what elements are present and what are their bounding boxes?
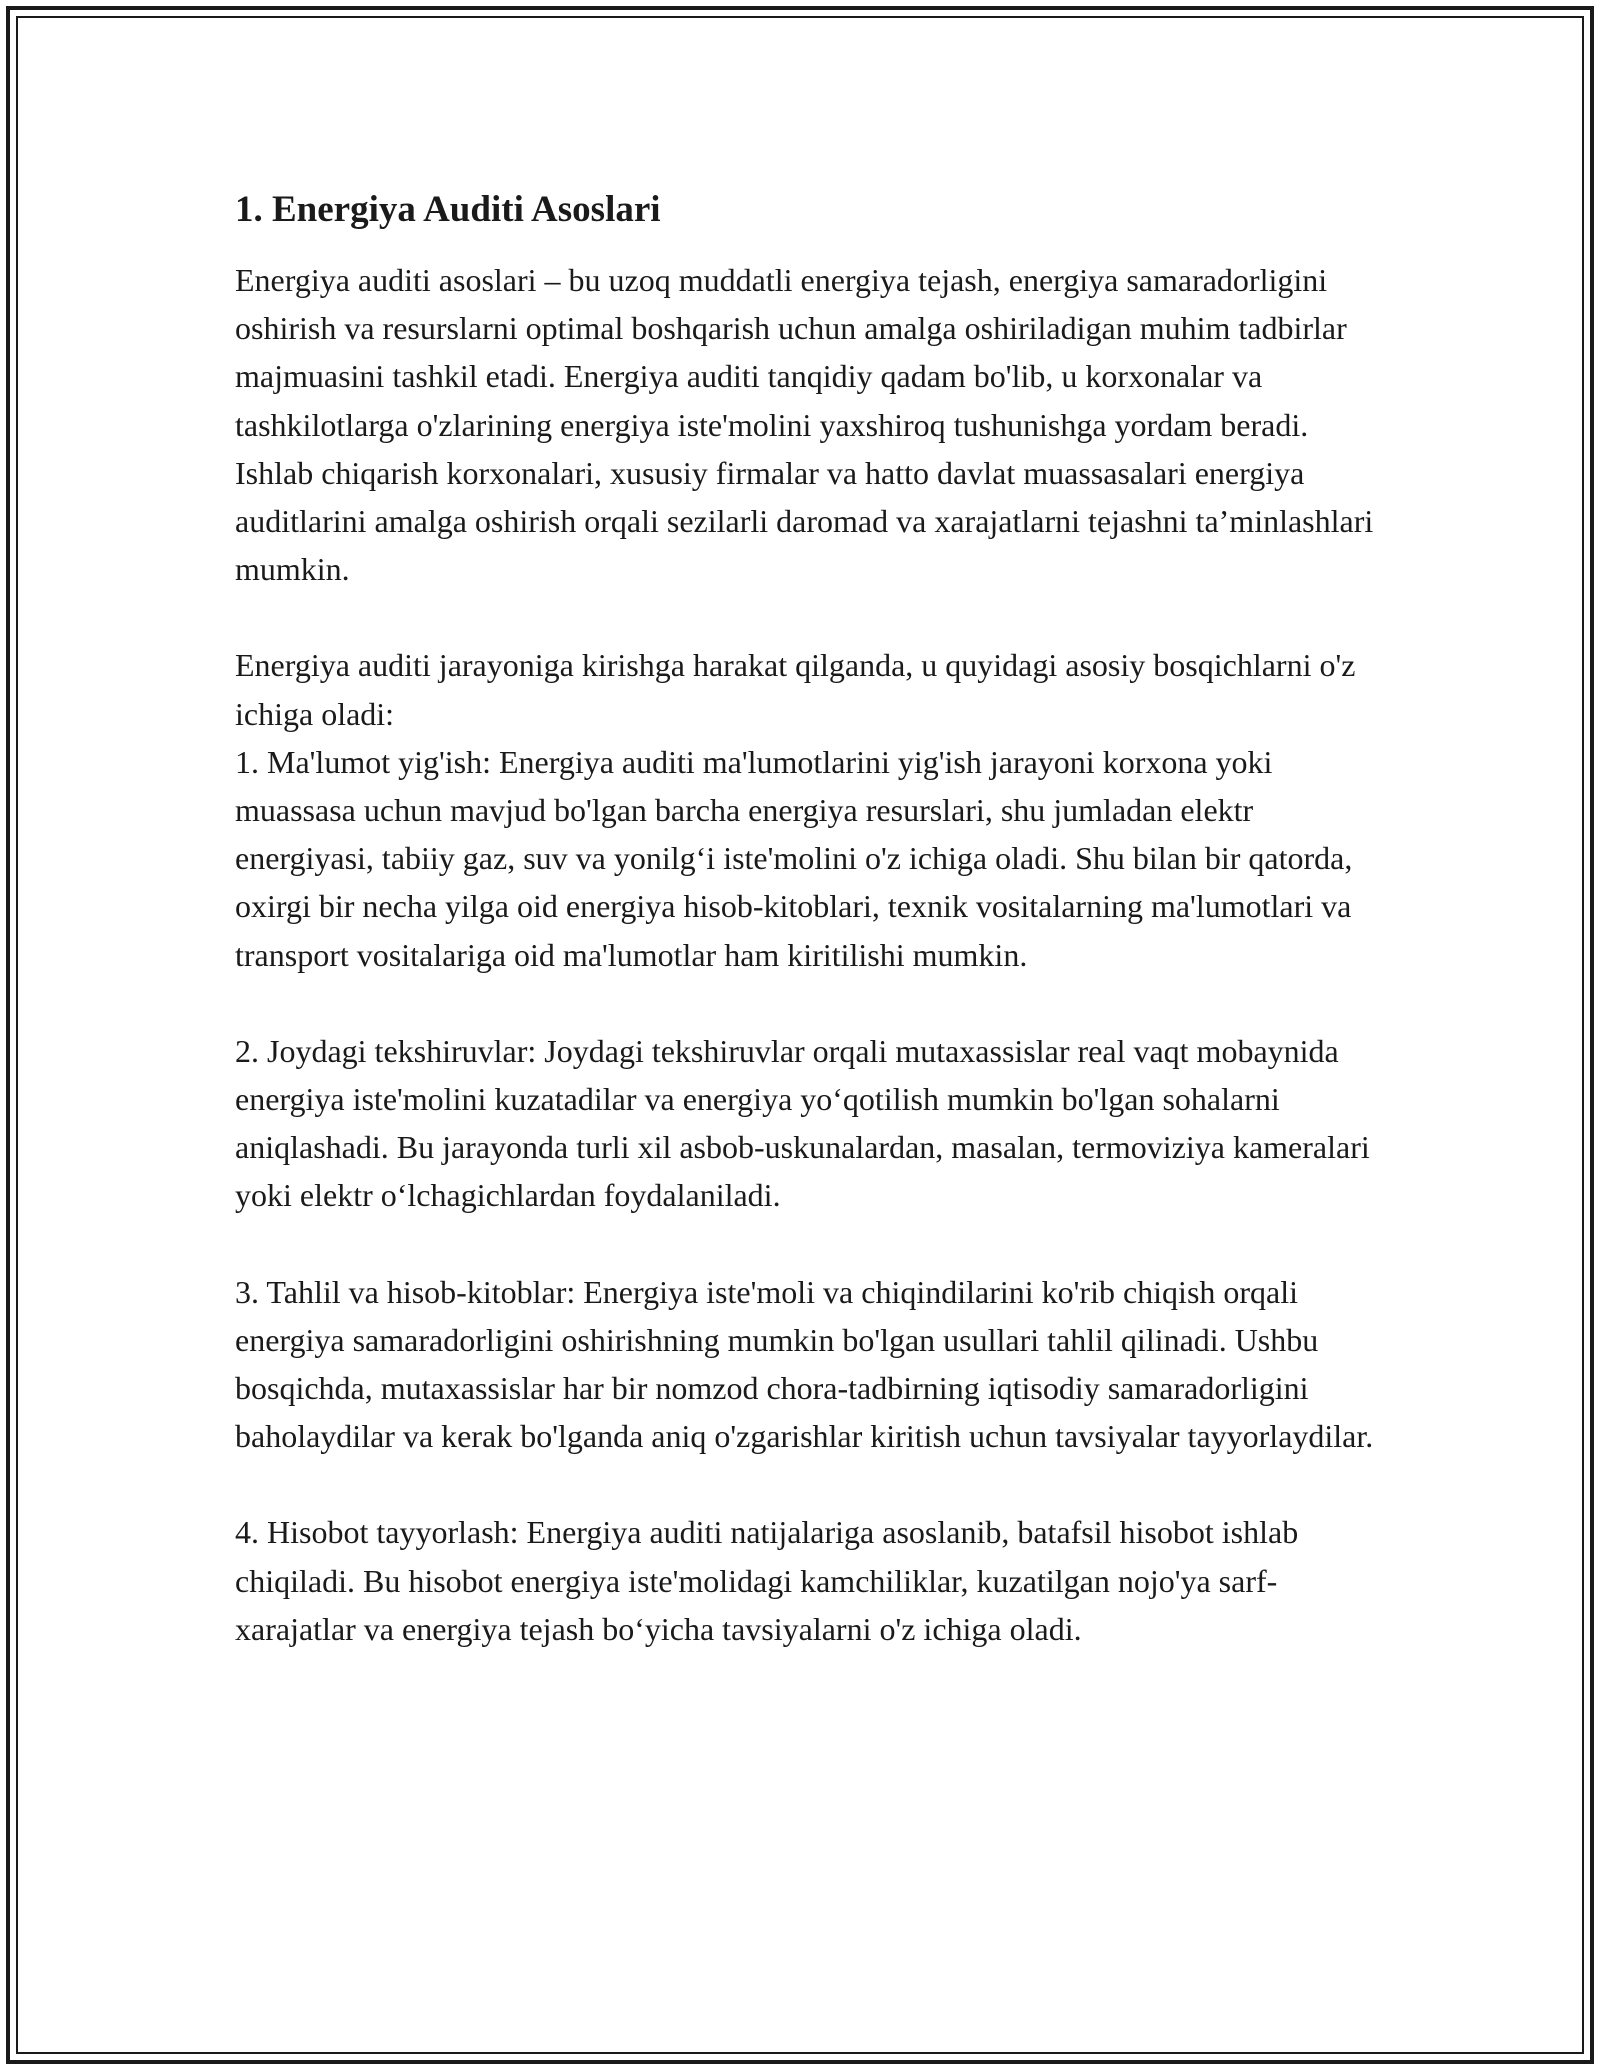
paragraph-gap <box>235 1460 1375 1508</box>
stage-2-paragraph: 2. Joydagi tekshiruvlar: Joydagi tekshiruvlar orqali mutaxassislar real vaqt mobaynida energiya iste'molini kuzatadilar va energiya yo‘qotilish mumkin bo'lgan sohalarni aniqlashadi. Bu jarayonda turli xil asbob-uskunalardan, masalan, termoviziya kameralari yoki elektr o‘lchagichlardan foydalaniladi. <box>235 1032 1370 1214</box>
paragraph-gap <box>235 979 1375 1027</box>
stage-1-paragraph: 1. Ma'lumot yig'ish: Energiya auditi ma'lumotlarini yig'ish jarayoni korxona yoki muassasa uchun mavjud bo'lgan barcha energiya resurslari, shu jumladan elektr energiyasi, tabiiy gaz, suv va yonilg‘i iste'molini o'z ichiga oladi. Shu bilan bir qatorda, oxirgi bir necha yilga oid energiya hisob-kitoblari, texnik vositalarning ma'lumotlari va transport vositalariga oid ma'lumotlar ham kiritilishi mumkin. <box>235 743 1353 973</box>
paragraph-gap <box>235 593 1375 641</box>
section-heading: 1. Energiya Auditi Asoslari <box>235 189 661 230</box>
paragraph-gap <box>235 1220 1375 1268</box>
stages-intro-paragraph: Energiya auditi jarayoniga kirishga harakat qilganda, u quyidagi asosiy bosqichlarni o'z ichiga oladi: <box>235 647 1356 732</box>
document-body <box>235 186 1375 1653</box>
stage-4-paragraph: 4. Hisobot tayyorlash: Energiya auditi natijalariga asoslanib, batafsil hisobot ishlab chiqiladi. Bu hisobot energiya iste'molidagi kamchiliklar, kuzatilgan nojo'ya sarf-xarajatlar va energiya tejash bo‘yicha tavsiyalarni o'z ichiga oladi. <box>235 1514 1299 1647</box>
stage-3-paragraph: 3. Tahlil va hisob-kitoblar: Energiya iste'moli va chiqindilarini ko'rib chiqish orqali energiya samaradorligini oshirishning mumkin bo'lgan usullari tahlil qilinadi. Ushbu bosqichda, mutaxassislar har bir nomzod chora-tadbirning iqtisodiy samaradorligini baholaydilar va kerak bo'lganda aniq o'zgarishlar kiritish uchun tavsiyalar tayyorlaydilar. <box>235 1273 1374 1455</box>
intro-paragraph: Energiya auditi asoslari – bu uzoq muddatli energiya tejash, energiya samaradorligini oshirish va resurslarni optimal boshqarish uchun amalga oshiriladigan muhim tadbirlar majmuasini tashkil etadi. Energiya auditi tanqidiy qadam bo'lib, u korxonalar va tashkilotlarga o'zlarining energiya iste'molini yaxshiroq tushunishga yordam beradi. Ishlab chiqarish korxonalari, xususiy firmalar va hatto davlat muassasalari energiya auditlarini amalga oshirish orqali sezilarli daromad va xarajatlarni tejashni ta’minlashlari mumkin. <box>235 262 1374 588</box>
